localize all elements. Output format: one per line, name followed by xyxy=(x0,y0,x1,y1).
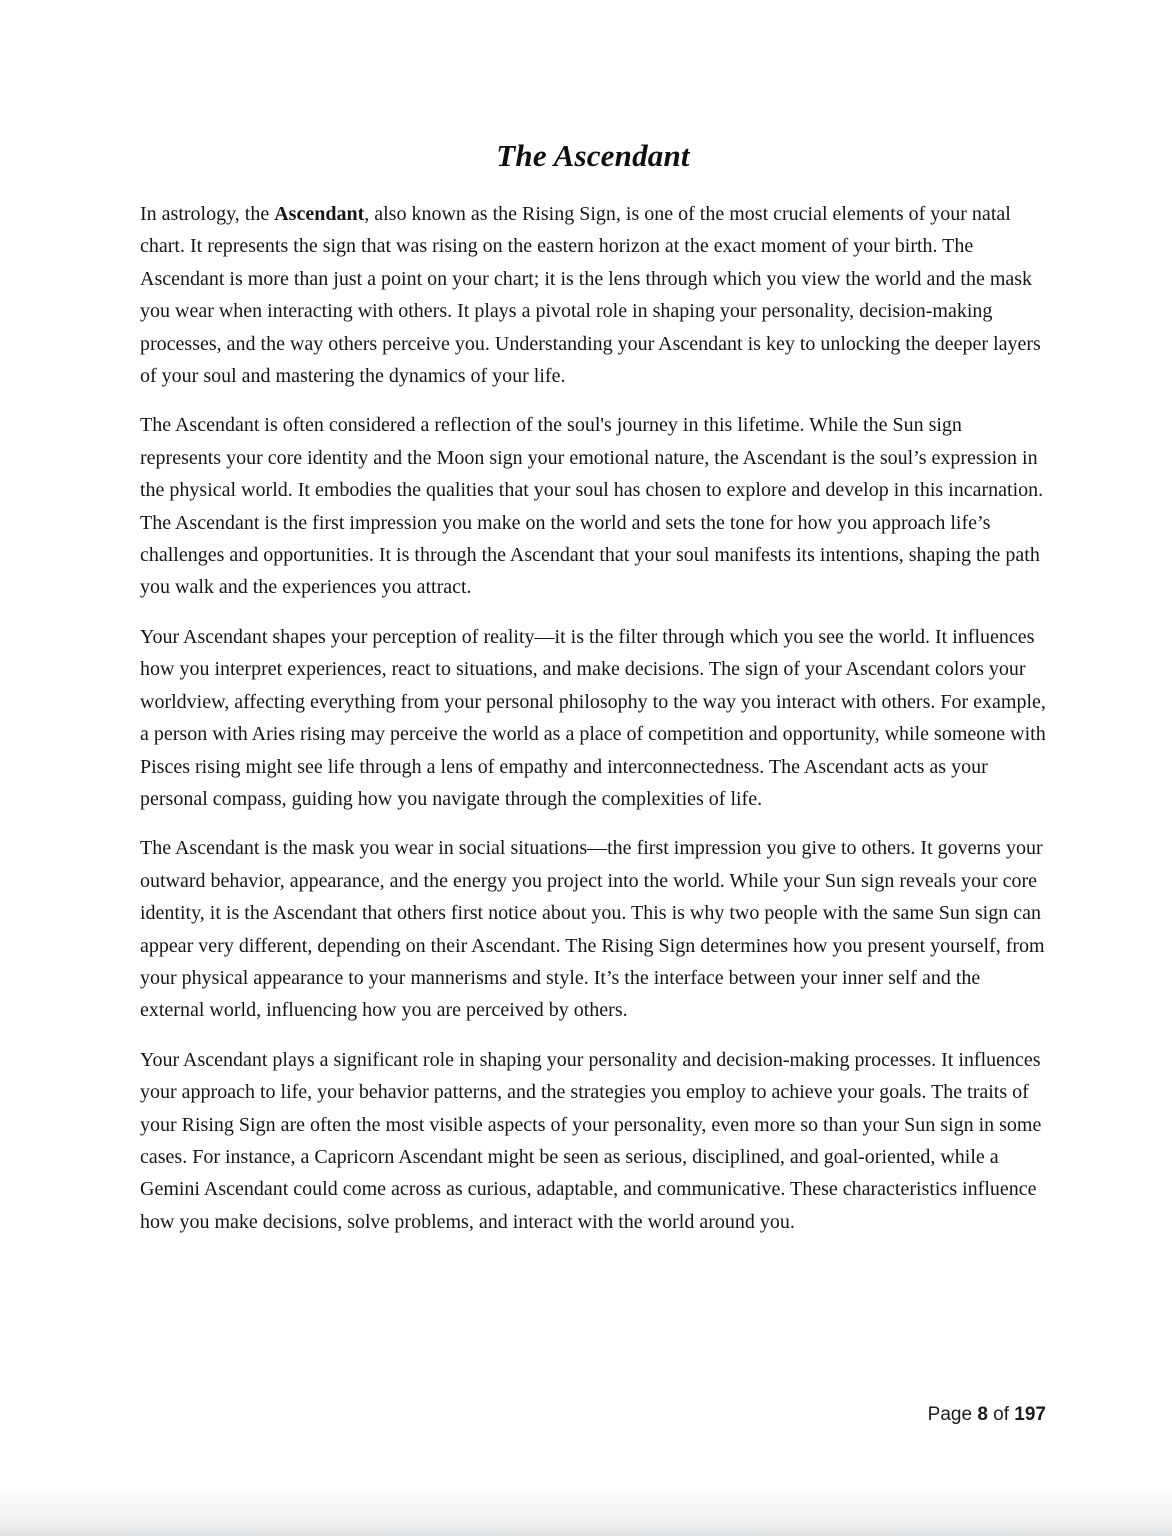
page-number: Page 8 of 197 xyxy=(927,1404,1046,1425)
page-title: The Ascendant xyxy=(496,138,690,173)
page-content xyxy=(140,138,1046,1255)
paragraph-personality: Your Ascendant plays a significant role in shaping your personality and decision-making processes. It influences your approach to life, your behavior patterns, and the strategies you employ to achieve your goals. The traits of your Rising Sign are often the most visible aspects of your personality, even more so than your Sun sign in some cases. For instance, a Capricorn Ascendant might be seen as serious, disciplined, and goal-oriented, while a Gemini Ascendant could come across as curious, adaptable, and communicative. These characteristics influence how you make decisions, solve problems, and interact with the world around you. xyxy=(140,1048,1042,1233)
paragraph-social-mask: The Ascendant is the mask you wear in social situations—the first impression you give to others. It governs your outward behavior, appearance, and the energy you project into the world. While your Sun sign reveals your core identity, it is the Ascendant that others first notice about you. This is why two people with the same Sun sign can appear very different, depending on their Ascendant. The Rising Sign determines how you present yourself, from your physical appearance to your mannerisms and style. It’s the interface between your inner self and the external world, influencing how you are perceived by others. xyxy=(140,837,1045,1022)
page-edge xyxy=(0,1488,1172,1536)
paragraph-perception: Your Ascendant shapes your perception of reality—it is the filter through which you see the world. It influences how you interpret experiences, react to situations, and make decisions. The sign of your Ascendant colors your worldview, affecting everything from your personal philosophy to the way you interact with others. For example, a person with Aries rising may perceive the world as a place of competition and opportunity, while someone with Pisces rising might see life through a lens of empathy and interconnectedness. The Ascendant acts as your personal compass, guiding how you navigate through the complexities of life. xyxy=(140,625,1046,810)
paragraph-intro: In astrology, the Ascendant, also known as the Rising Sign, is one of the most crucial elements of your natal chart. It represents the sign that was rising on the eastern horizon at the exact moment of your birth. The Ascendant is more than just a point on your chart; it is the lens through which you view the world and the mask you wear when interacting with others. It plays a pivotal role in shaping your personality, decision-making processes, and the way others perceive you. Understanding your Ascendant is key to unlocking the deeper layers of your soul and mastering the dynamics of your life. xyxy=(140,203,1041,388)
paragraph-soul-journey: The Ascendant is often considered a reflection of the soul's journey in this lifetime. While the Sun sign represents your core identity and the Moon sign your emotional nature, the Ascendant is the soul’s expression in the physical world. It embodies the qualities that your soul has chosen to explore and develop in this incarnation. The Ascendant is the first impression you make on the world and sets the tone for how you approach life’s challenges and opportunities. It is through the Ascendant that your soul manifests its intentions, shaping the path you walk and the experiences you attract. xyxy=(140,414,1044,599)
